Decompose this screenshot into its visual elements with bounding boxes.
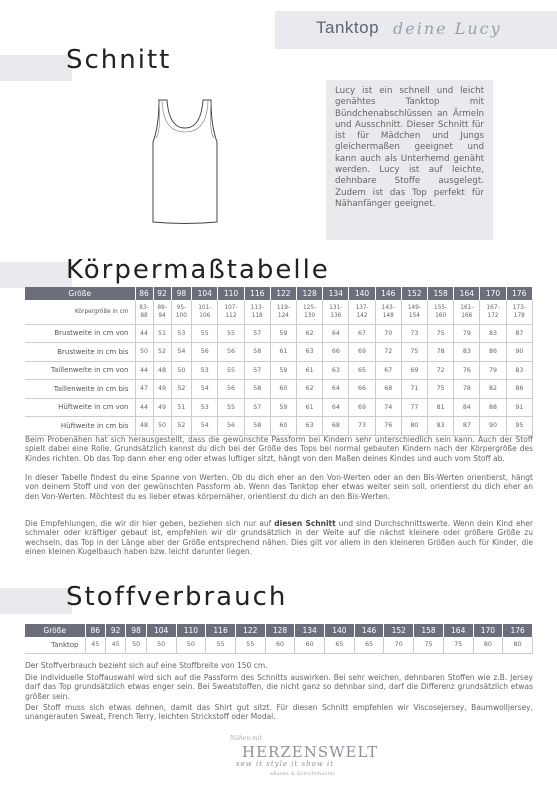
fabric-size-header-cell: 98 [126,624,146,637]
table-cell: 66 [323,343,349,362]
tanktop-sketch [145,98,225,226]
fabric-cell: 65 [325,637,355,653]
table-cell: 61 [270,343,296,362]
table-cell: 83 [428,417,454,436]
fabric-size-header-cell: 86 [85,624,105,637]
table-cell: 56 [218,380,244,399]
table-cell: 51 [153,324,171,343]
table-cell: 52 [153,343,171,362]
table-row [25,324,533,343]
table-cell: 67 [349,324,375,343]
fabric-cell: 65 [354,637,384,653]
table-cell: 95 [506,417,532,436]
table-cell: 95- 100 [171,300,192,324]
fabric-size-header-cell: 116 [206,624,236,637]
table-cell: 82 [480,380,506,399]
table-cell: 55 [192,324,218,343]
table-cell: 137- 142 [349,300,375,324]
size-header-cell: 122 [270,287,296,300]
table-cell: 79 [480,361,506,380]
size-header-cell: 86 [135,287,153,300]
fabric-cell: 55 [235,637,265,653]
table-cell: 67 [375,361,401,380]
size-header-cell: 140 [349,287,375,300]
fabric-size-header-cell: 164 [443,624,473,637]
section-band [0,262,72,288]
table-cell: 48 [135,417,153,436]
fabric-row-label: Tanktop [25,637,85,653]
table-cell: 76 [375,417,401,436]
section-band [0,55,72,81]
table-cell: 173- 178 [506,300,532,324]
table-cell: 87 [454,417,480,436]
table-row [25,398,533,417]
table-cell: 77 [401,398,427,417]
section-band [0,588,72,614]
table-cell: 66 [349,380,375,399]
fabric-size-header-cell: 170 [473,624,503,637]
table-cell: 69 [401,361,427,380]
table-cell: 80 [401,417,427,436]
table-cell: 72 [428,361,454,380]
section-title-stoffverbrauch: Stoffverbrauch [66,582,288,612]
table-cell: 83 [480,324,506,343]
fabric-size-header-cell: 110 [176,624,206,637]
fabric-cell: 45 [105,637,125,653]
table-row [25,380,533,399]
size-header-cell: 128 [297,287,323,300]
table-cell: 54 [171,343,192,362]
table-cell: 62 [297,324,323,343]
table-cell: 60 [270,380,296,399]
fabric-cell: 50 [126,637,146,653]
table-cell: 167- 172 [480,300,506,324]
size-header-cell: 152 [401,287,427,300]
table-cell: 52 [171,417,192,436]
pattern-description: Lucy ist ein schnell und leicht genähtes Tanktop mit Bündchenabschlüssen an Ärmeln und Ausschnitt. Dieser Schnitt für ist für Mädchen und Jungs gleichermaßen geeignet und kann auch als Unterhemd genäht werden. Lucy ist auf leichte, dehnbare Stoffe ausgelegt. Zudem ist das Top perfekt für Nähanfänger geeignet. [326,80,493,240]
table-cell: 54 [192,417,218,436]
table-cell: 58 [244,417,270,436]
table-cell: 55 [218,361,244,380]
table-cell: 44 [135,398,153,417]
table-cell: 60 [270,417,296,436]
size-header-cell: 176 [506,287,532,300]
table-cell: 55 [218,398,244,417]
paragraph-fabric-width: Der Stoffverbrauch bezieht sich auf eine Stoffbreite von 150 cm. [25,661,268,670]
fabric-size-header-cell: 176 [503,624,533,637]
row-label: Brustweite in cm von [25,324,135,343]
logo-script-text: sew it style it show it [236,760,335,768]
table-cell: 61 [297,361,323,380]
table-cell: 119- 124 [270,300,296,324]
size-header-cell: 92 [153,287,171,300]
fabric-cell: 70 [384,637,414,653]
table-cell: 149- 154 [401,300,427,324]
table-cell: 71 [401,380,427,399]
table-cell: 56 [218,417,244,436]
table-cell: 78 [428,343,454,362]
table-cell: 76 [454,361,480,380]
fabric-size-header-cell: 158 [414,624,444,637]
fabric-cell: 80 [503,637,533,653]
fabric-size-header-cell: 104 [146,624,176,637]
fabric-size-header-cell: 134 [295,624,325,637]
table-cell: 81 [428,398,454,417]
table-cell: 55 [218,324,244,343]
table-row [25,300,533,324]
fabric-size-header-cell: 146 [354,624,384,637]
paragraph-range: In dieser Tabelle findest du eine Spanne von Werten. Ob du dich eher an den Von-Werten oder an den Bis-Werten orientierst, hängt von deinem Stoff und von der gewünschten Passform ab. Wenn das Tanktop eher etwas weiter sein soll, orientierst du dich eher an den Von-Werten. Möchtest du es lieber etwas körpernäher, orientierst du dich an den Bis-Werten. [25,473,533,501]
paragraph-fit: Beim Probenähen hat sich herausgestellt, dass die gewünschte Passform bei Kindern sehr unterschiedlich sein kann. Auch der Stoff spielt dabei eine Rolle. Grundsätzlich kannst du dich bei der Größe des Tops bei normal gebauten Kindern nach der Körpergröße des Kindes richten. Ob das Top dann eher eng oder etwas luftiger sitzt, hängt von den Maßen deines Kindes und auch vom Stoff ab. [25,435,533,463]
table-cell: 48 [153,361,171,380]
table-cell: 74 [375,398,401,417]
table-cell: 64 [323,324,349,343]
fabric-cell: 75 [443,637,473,653]
table-cell: 58 [244,380,270,399]
table-cell: 50 [171,361,192,380]
table-cell: 83- 88 [135,300,153,324]
fabric-header-label: Größe [25,624,85,637]
fabric-cell: 50 [146,637,176,653]
paragraph-fabric-recommendation: Der Stoff muss sich etwas dehnen, damit das Shirt gut sitzt. Für diesen Schnitt empfehlen wir Viscosejersey, Baumwolljersey, unangerauten Sweat, French Terry, leichten Strickstoff oder Modal. [25,703,533,722]
table-cell: 57 [244,361,270,380]
logo-small-text: Nähen mit [230,735,263,742]
table-cell: 58 [244,343,270,362]
size-header-cell: 116 [244,287,270,300]
section-title-schnitt: Schnitt [66,45,172,75]
table-cell: 63 [297,417,323,436]
size-header-cell: 146 [375,287,401,300]
paragraph-recommendation [25,519,533,557]
size-header-cell: 104 [192,287,218,300]
table-cell: 73 [401,324,427,343]
table-cell: 57 [244,398,270,417]
table-cell: 52 [171,380,192,399]
table-cell: 50 [153,417,171,436]
fabric-size-header-cell: 92 [105,624,125,637]
table-cell: 62 [297,380,323,399]
table-cell: 89- 94 [153,300,171,324]
table-cell: 56 [218,343,244,362]
size-header-cell: 134 [323,287,349,300]
row-label: Körpergröße in cm [25,300,135,324]
table-cell: 69 [349,398,375,417]
table-cell: 75 [428,380,454,399]
table-cell: 63 [323,361,349,380]
section-title-koerpermasse: Körpermaßtabelle [66,255,330,285]
table-cell: 61 [297,398,323,417]
row-label: Taillenweite in cm von [25,361,135,380]
fabric-cell: 75 [414,637,444,653]
fabric-cell: 45 [85,637,105,653]
fabric-cell: 60 [265,637,295,653]
table-cell: 84 [454,398,480,417]
table-cell: 68 [323,417,349,436]
pattern-name-script: deine Lucy [393,19,502,38]
table-cell: 56 [192,343,218,362]
row-label: Hüftweite in cm von [25,398,135,417]
paragraph-recommendation-part: und sind Durchschnittswerte. Wenn dein Kind eher schmaler oder kräftiger gebaut ist, empfehlen wir dir grundsätzlich in der Weite auf die nächst kleinere oder größere Größe zu wechseln, das Top in der Länge aber der Größe entsprechend nähen. Dies gilt vor allem in den kleineren Größen auch für Kinder, die einen kleinen Kugelbauch haben bzw. leicht darunter liegen. [25,519,534,557]
table-cell: 75 [401,343,427,362]
table-cell: 107- 112 [218,300,244,324]
table-cell: 69 [349,343,375,362]
table-cell: 64 [323,398,349,417]
table-cell: 90 [480,417,506,436]
table-cell: 113- 118 [244,300,270,324]
fabric-cell: 50 [176,637,206,653]
logo-main-text: HERZENSWELT [242,743,379,761]
table-cell: 87 [506,324,532,343]
table-cell: 49 [153,398,171,417]
table-cell: 53 [192,398,218,417]
table-cell: 83 [506,361,532,380]
size-header-cell: 158 [428,287,454,300]
table-cell: 54 [192,380,218,399]
table-cell: 101- 106 [192,300,218,324]
fabric-table [25,624,533,654]
fabric-size-header-cell: 128 [265,624,295,637]
table-cell: 86 [506,380,532,399]
fabric-cell: 55 [206,637,236,653]
table-cell: 75 [428,324,454,343]
table-cell: 79 [454,324,480,343]
logo-sub-text: eBooks & Schnittmuster [270,772,336,777]
table-cell: 83 [454,343,480,362]
size-header-cell: 110 [218,287,244,300]
table-cell: 161- 166 [454,300,480,324]
fabric-size-header-cell: 122 [235,624,265,637]
table-cell: 70 [375,324,401,343]
paragraph-fabric-choice: Die individuelle Stoffauswahl wird sich auf die Passform des Schnitts auswirken. Bei sehr weichen, dehnbaren Stoffen wie z.B. Jersey darf das Top grundsätzlich etwas enger sein. Bei Sweatstoffen, die nicht ganz so dehnbar sind, darf die Differenz grundsätzlich etwas größer sein. [25,673,533,701]
table-cell: 59 [270,398,296,417]
table-cell: 47 [135,380,153,399]
table-cell: 57 [244,324,270,343]
table-cell: 72 [375,343,401,362]
herzenswelt-logo [230,735,379,783]
paragraph-recommendation-bold: diesen Schnitt [274,519,336,528]
table-row [25,361,533,380]
table-cell: 51 [171,398,192,417]
table-cell: 90 [506,343,532,362]
table-cell: 131- 136 [323,300,349,324]
table-cell: 88 [480,398,506,417]
table-cell: 143- 148 [375,300,401,324]
table-cell: 91 [506,398,532,417]
row-label: Hüftweite in cm bis [25,417,135,436]
size-table [25,287,533,436]
table-cell: 49 [153,380,171,399]
size-header-cell: 170 [480,287,506,300]
table-cell: 44 [135,324,153,343]
table-cell: 59 [270,324,296,343]
fabric-cell: 60 [295,637,325,653]
pattern-title: Tanktop [316,18,380,37]
table-cell: 44 [135,361,153,380]
size-header-label: Größe [25,287,135,300]
table-cell: 78 [454,380,480,399]
paragraph-recommendation-part: Die Empfehlungen, die wir dir hier geben, beziehen sich nur auf [25,519,275,528]
table-cell: 53 [171,324,192,343]
row-label: Taillenweite in cm bis [25,380,135,399]
table-cell: 68 [375,380,401,399]
fabric-size-header-cell: 140 [325,624,355,637]
table-cell: 65 [349,361,375,380]
table-cell: 64 [323,380,349,399]
table-cell: 53 [192,361,218,380]
fabric-size-header-cell: 152 [384,624,414,637]
size-header-cell: 98 [171,287,192,300]
table-cell: 73 [349,417,375,436]
table-cell: 59 [270,361,296,380]
row-label: Brustweite in cm bis [25,343,135,362]
table-cell: 86 [480,343,506,362]
fabric-cell: 80 [473,637,503,653]
table-cell: 50 [135,343,153,362]
size-header-cell: 164 [454,287,480,300]
table-row [25,343,533,362]
table-row [25,417,533,436]
table-cell: 63 [297,343,323,362]
table-cell: 155- 160 [428,300,454,324]
table-cell: 125- 130 [297,300,323,324]
